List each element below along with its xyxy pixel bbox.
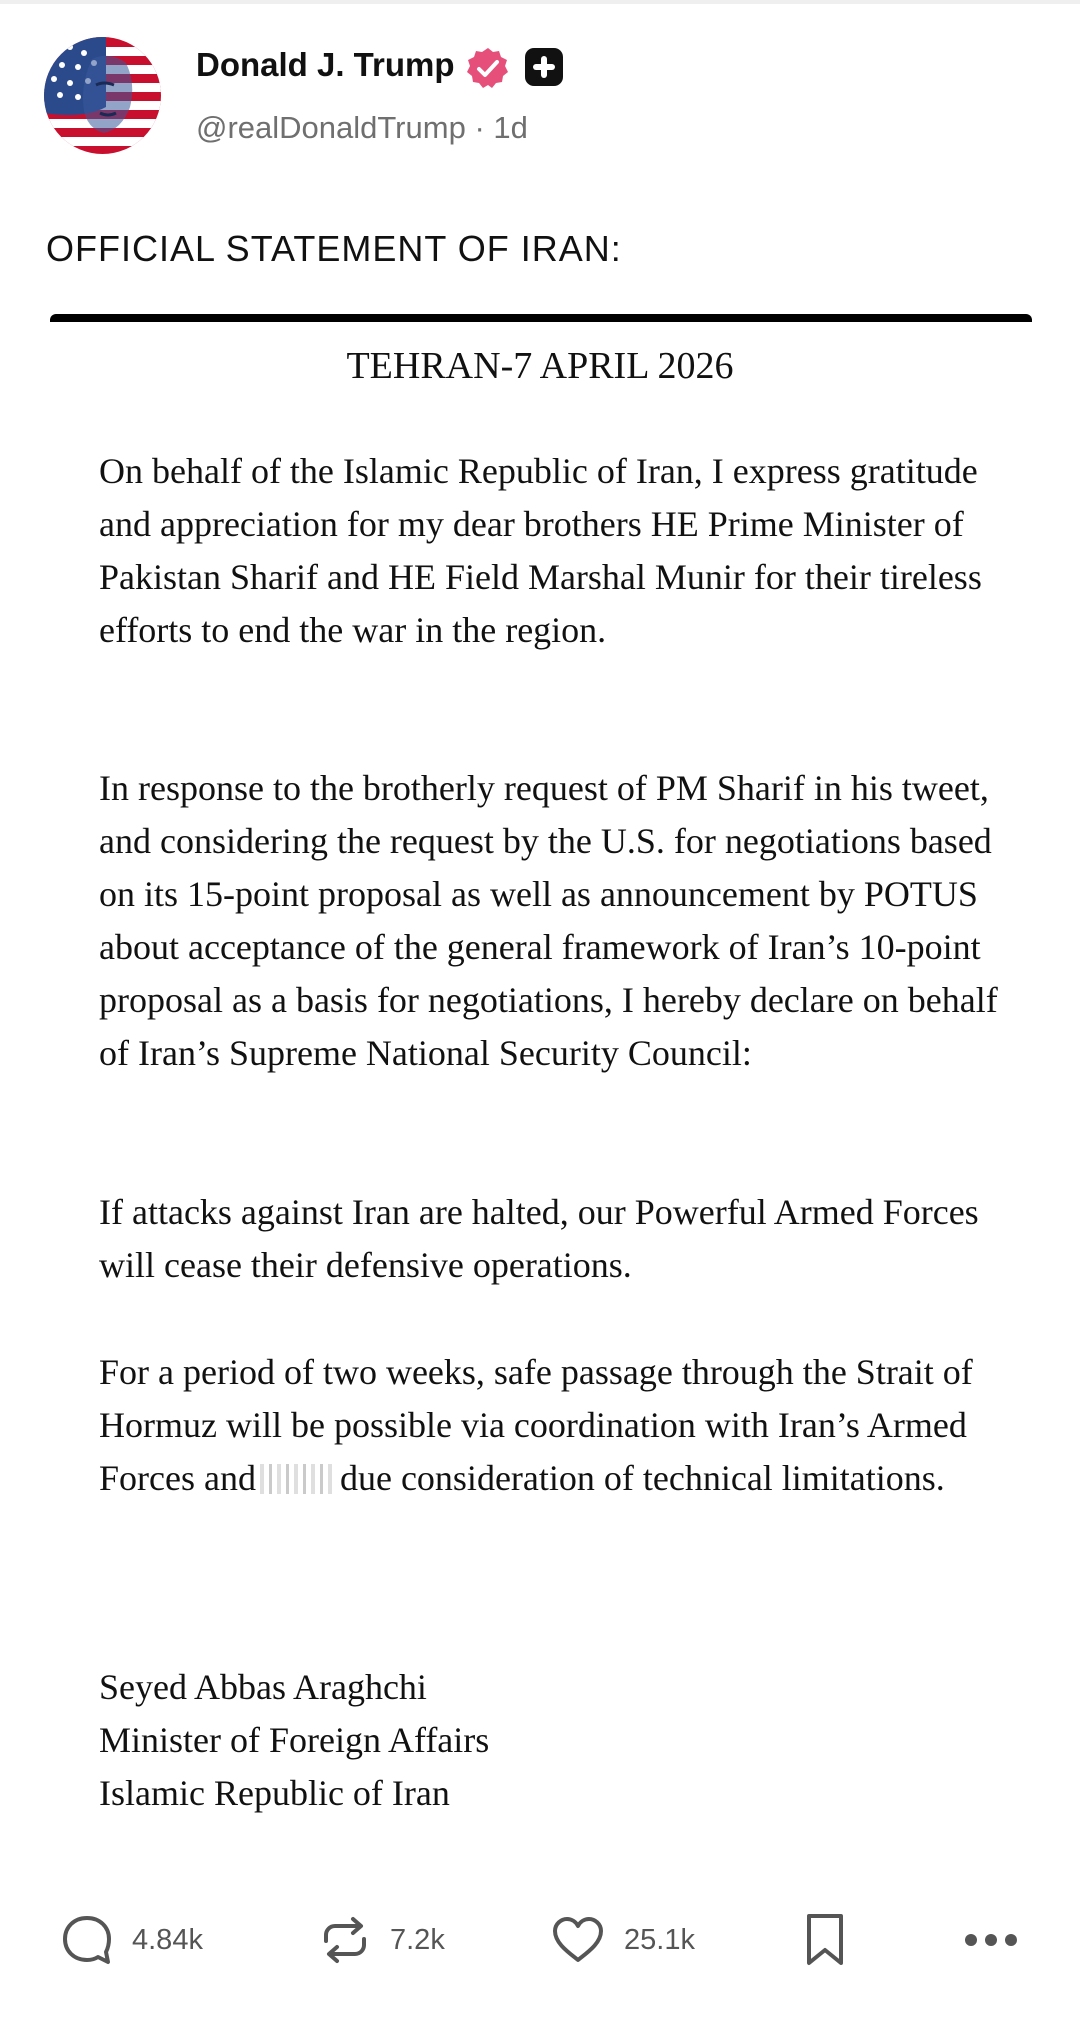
document-paragraph-2: In response to the brotherly request of PM Sharif in his tweet, and considering the request by the U.S. for negotiations based on its 15-point proposal as well as announcement by POTUS about acceptance of the general framework of Iran’s 10-point proposal as a basis for negotiations, I hereby declare on behalf of Iran’s Supreme National Security Council:	[99, 768, 998, 1073]
post-text: OFFICIAL STATEMENT OF IRAN:	[46, 228, 622, 269]
more-icon	[963, 1930, 1019, 1950]
paragraph-4-start: For a period of two weeks, safe passage through the Strait of Hormuz will be possible via coordination with Iran’s Armed Forces and	[99, 1352, 973, 1498]
document-paragraph-3: If attacks against Iran are halted, our Powerful Armed Forces will cease their defensive operations.	[99, 1192, 979, 1285]
author-handle[interactable]: @realDonaldTrump	[196, 110, 466, 145]
reply-count: 4.84k	[132, 1923, 203, 1956]
document-signature	[99, 1661, 489, 1820]
document-paragraph-4	[99, 1346, 1029, 1505]
bookmark-button[interactable]	[802, 1900, 848, 1980]
comment-icon	[60, 1913, 114, 1967]
reply-button[interactable]	[60, 1900, 203, 1980]
bookmark-icon	[802, 1911, 848, 1969]
document-paragraph-1: On behalf of the Islamic Republic of Iran, I express gratitude and appreciation for my dear brothers HE Prime Minister of Pakistan Sharif and HE Field Marshal Munir for their tireless efforts to end the war in the region.	[99, 451, 982, 650]
avatar[interactable]	[44, 37, 161, 154]
signatory-title: Minister of Foreign Affairs	[99, 1720, 490, 1760]
heart-icon	[550, 1913, 606, 1967]
add-icon[interactable]	[524, 47, 564, 87]
repost-button[interactable]	[318, 1900, 445, 1980]
document-top-rule	[50, 314, 1032, 322]
more-button[interactable]	[963, 1900, 1019, 1980]
document-dateline: TEHRAN-7 APRIL 2026	[346, 345, 734, 387]
redacted-mark	[260, 1464, 336, 1494]
verified-badge-icon	[465, 46, 511, 92]
repost-icon	[318, 1913, 372, 1967]
post-actions	[0, 1900, 1080, 1980]
signatory-organization: Islamic Republic of Iran	[99, 1773, 450, 1813]
top-divider	[0, 0, 1080, 4]
author-meta	[196, 110, 528, 146]
post-time[interactable]: 1d	[493, 110, 528, 145]
signatory-name: Seyed Abbas Araghchi	[99, 1667, 427, 1707]
repost-count: 7.2k	[390, 1923, 445, 1956]
like-button[interactable]	[550, 1900, 695, 1980]
like-count: 25.1k	[624, 1923, 695, 1956]
author-name[interactable]: Donald J. Trump	[196, 46, 455, 83]
flag-portrait-avatar	[44, 37, 161, 154]
paragraph-4-end: due consideration of technical limitations.	[339, 1458, 945, 1498]
meta-separator: ·	[474, 110, 485, 145]
